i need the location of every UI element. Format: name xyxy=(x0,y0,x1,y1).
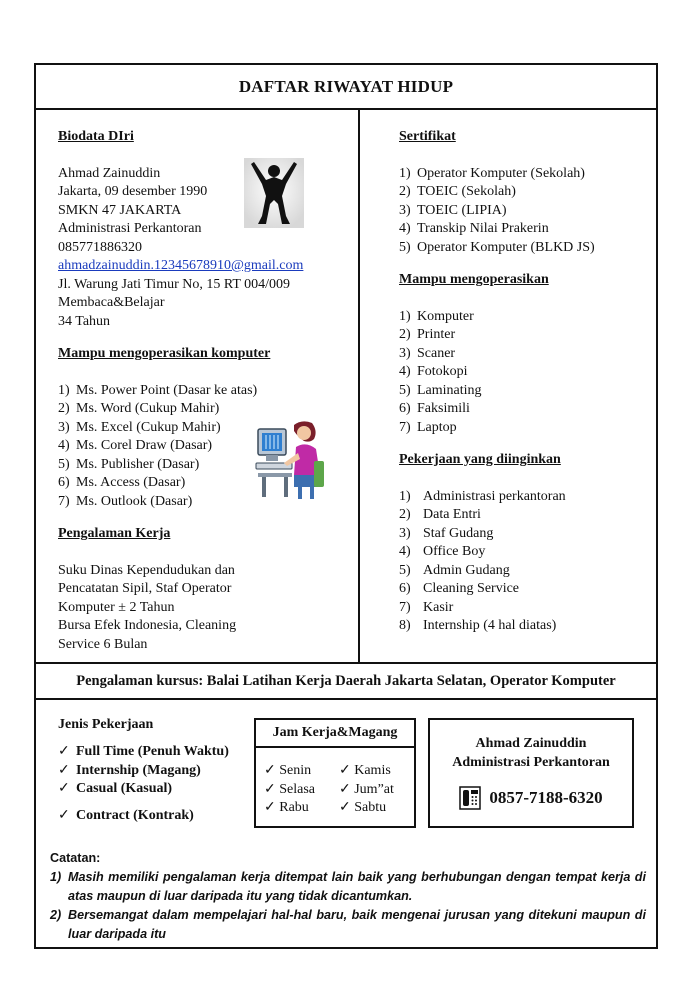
check-icon: ✓ xyxy=(339,763,355,778)
biodata-hobby: Membaca&Belajar xyxy=(58,295,165,310)
day-item: ✓ Rabu xyxy=(264,800,309,815)
check-icon: ✓ xyxy=(264,781,280,797)
skills-computer-heading: Mampu mengoperasikan komputer xyxy=(58,346,271,361)
list-item: 2) Ms. Word (Cukup Mahir) xyxy=(58,401,220,416)
job-types xyxy=(58,717,258,825)
certificates-heading: Sertifikat xyxy=(399,129,456,144)
day-item: ✓ Senin xyxy=(264,763,312,778)
day-item: ✓ Sabtu xyxy=(339,800,387,815)
page-title: DAFTAR RIWAYAT HIDUP xyxy=(36,65,656,110)
check-icon: ✓ xyxy=(339,800,355,815)
list-item: 7) Laptop xyxy=(399,419,457,435)
list-item: 5) Laminating xyxy=(399,382,482,398)
experience-line: Pencatatan Sipil, Staf Operator xyxy=(58,581,232,596)
computer-user-clipart xyxy=(254,417,328,503)
list-item: 4) Fotokopi xyxy=(399,364,468,379)
schedule-days xyxy=(256,748,414,818)
list-item: 6) Faksimili xyxy=(399,401,470,416)
right-column xyxy=(399,128,649,636)
experience-line: Bursa Efek Indonesia, Cleaning xyxy=(58,618,237,633)
biodata-age: 34 Tahun xyxy=(58,313,111,329)
check-icon: ✓ xyxy=(58,762,70,778)
list-item: 7) Kasir xyxy=(399,599,454,615)
list-item: 5) Operator Komputer (BLKD JS) xyxy=(399,239,595,255)
desired-jobs-list xyxy=(399,488,649,636)
contact-phone: 0857-7188-6320 xyxy=(489,788,603,807)
note-item: 1) Masih memiliki pengalaman kerja ditempat lain baik yang berhubungan dengan tempat kerja di atas maupun di luar daripada itu yang tidak dicantumkan. xyxy=(50,870,646,903)
note-item: 2) Bersemangat dalam mempelajari hal-hal baru, baik mengenai jurusan yang ditekuni maupun di luar daripada itu xyxy=(50,908,646,941)
list-item: 5) Ms. Publisher (Dasar) xyxy=(58,456,200,472)
list-item: 3) Staf Gudang xyxy=(399,525,494,541)
experience-line: Service 6 Bulan xyxy=(58,636,148,652)
list-item: 3) Ms. Excel (Cukup Mahir) xyxy=(58,419,221,435)
contact-phone-row xyxy=(430,786,632,810)
experience-heading: Pengalaman Kerja xyxy=(58,526,171,541)
list-item: 2) Data Entri xyxy=(399,507,481,522)
list-item: 6) Ms. Access (Dasar) xyxy=(58,475,186,490)
check-icon: ✓ xyxy=(58,781,70,796)
check-icon: ✓ xyxy=(339,781,355,797)
cv-frame xyxy=(34,63,658,949)
job-types-heading: Jenis Pekerjaan xyxy=(58,717,154,732)
job-type-item: ✓ Internship (Magang) xyxy=(58,762,258,781)
left-column xyxy=(58,128,348,654)
schedule-heading: Jam Kerja&Magang xyxy=(256,720,414,748)
check-icon: ✓ xyxy=(58,807,70,823)
operate-list xyxy=(399,308,649,438)
experience-line: Komputer ± 2 Tahun xyxy=(58,599,175,615)
desired-jobs-heading: Pekerjaan yang diinginkan xyxy=(399,452,561,467)
phone-icon xyxy=(459,786,481,810)
biodata-phone: 085771886320 xyxy=(58,239,142,255)
list-item: 3) Scaner xyxy=(399,345,456,361)
check-icon: ✓ xyxy=(58,744,70,759)
biodata-major: Administrasi Perkantoran xyxy=(58,221,202,236)
biodata-lines xyxy=(58,165,348,332)
list-item: 2) TOEIC (Sekolah) xyxy=(399,184,516,199)
day-item: ✓ Kamis xyxy=(339,763,391,778)
course-banner: Pengalaman kursus: Balai Latihan Kerja Daerah Jakarta Selatan, Operator Komputer xyxy=(76,672,616,689)
email-link[interactable]: ahmadzainuddin.12345678910@gmail.com xyxy=(58,258,304,273)
list-item: 1) Administrasi perkantoran xyxy=(399,488,566,504)
profile-photo xyxy=(244,158,304,228)
operate-heading: Mampu mengoperasikan xyxy=(399,272,549,287)
contact-name: Ahmad Zainuddin xyxy=(475,736,587,751)
job-type-item: ✓ Casual (Kasual) xyxy=(58,780,258,799)
list-item: 1) Komputer xyxy=(399,308,474,324)
list-item: 3) TOEIC (LIPIA) xyxy=(399,202,507,218)
list-item: 4) Ms. Corel Draw (Dasar) xyxy=(58,438,213,453)
column-divider xyxy=(358,110,360,662)
job-type-item: ✓ Contract (Kontrak) xyxy=(58,807,258,826)
list-item: 5) Admin Gudang xyxy=(399,562,510,578)
schedule-box xyxy=(254,718,416,828)
list-item: 6) Cleaning Service xyxy=(399,581,520,596)
contact-box xyxy=(428,718,634,828)
notes-heading: Catatan: xyxy=(50,851,101,865)
notes xyxy=(50,849,646,944)
list-item: 8) Internship (4 hal diatas) xyxy=(399,618,557,633)
day-item: ✓ Selasa xyxy=(264,781,315,797)
certificates-list xyxy=(399,165,649,258)
check-icon: ✓ xyxy=(264,800,280,815)
biodata-birth: Jakarta, 09 desember 1990 xyxy=(58,184,208,199)
list-item: 7) Ms. Outlook (Dasar) xyxy=(58,493,193,509)
list-item: 1) Operator Komputer (Sekolah) xyxy=(399,165,585,181)
list-item: 4) Transkip Nilai Prakerin xyxy=(399,221,549,236)
list-item: 2) Printer xyxy=(399,327,456,342)
list-item: 4) Office Boy xyxy=(399,544,486,559)
job-type-item: ✓ Full Time (Penuh Waktu) xyxy=(58,743,258,762)
biodata-address: Jl. Warung Jati Timur No, 15 RT 004/009 xyxy=(58,276,291,292)
day-item: ✓ Jum”at xyxy=(339,781,394,797)
section-divider xyxy=(36,698,656,700)
check-icon: ✓ xyxy=(264,763,280,778)
contact-role: Administrasi Perkantoran xyxy=(452,755,610,770)
list-item: 1) Ms. Power Point (Dasar ke atas) xyxy=(58,382,258,398)
experience-line: Suku Dinas Kependudukan dan xyxy=(58,562,235,578)
biodata-name: Ahmad Zainuddin xyxy=(58,165,161,181)
biodata-school: SMKN 47 JAKARTA xyxy=(58,202,182,218)
experience-lines xyxy=(58,562,348,655)
biodata-heading: Biodata DIri xyxy=(58,129,134,144)
